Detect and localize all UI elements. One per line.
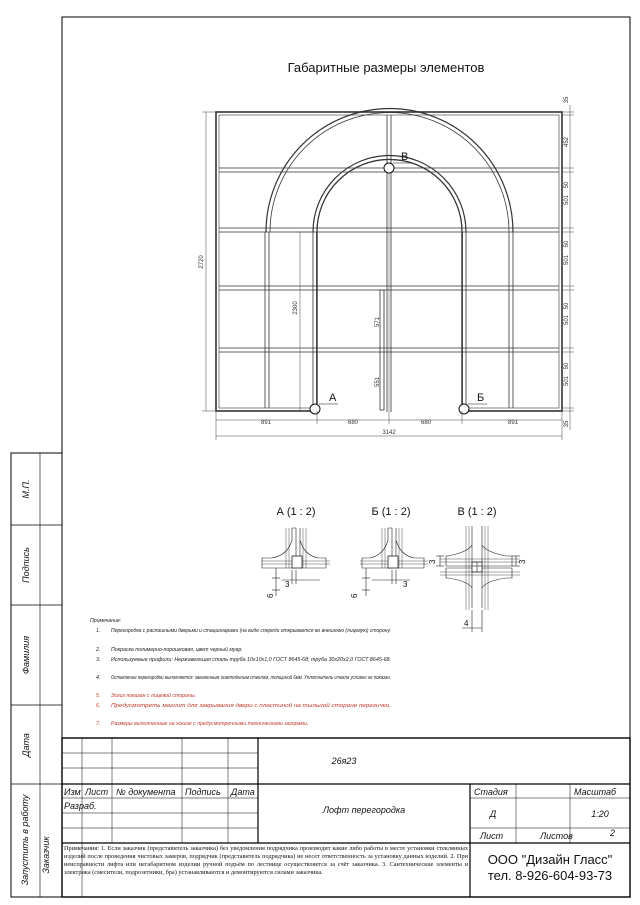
stamp-zapustit: Запустить в работу [20, 794, 30, 886]
detail-b-dim-6: 6 [350, 593, 359, 598]
remark-area [64, 845, 468, 897]
masshtab-value: 1:20 [591, 809, 609, 819]
detail-v-dim-3-right: 3 [518, 559, 527, 564]
listov-label: Листов [540, 831, 573, 841]
detail-v-label: В (1 : 2) [457, 506, 497, 518]
dim-door-lower: 551 [375, 376, 381, 388]
company-phone: тел. 8-926-604-93-73 [487, 868, 613, 883]
marker-v-label: В [401, 151, 409, 163]
note-num-3: 3. [96, 657, 101, 663]
col-date: Дата [231, 787, 255, 797]
dim-right-arch: 452 [564, 136, 570, 148]
detail-v [436, 526, 520, 632]
side-stamp [11, 453, 62, 897]
stamp-podpis: Подпись [21, 547, 31, 583]
notes-block [90, 618, 447, 727]
dim-bottom-2: 680 [347, 420, 359, 426]
detail-b-dim-3: 3 [403, 580, 408, 589]
dim-bottom-1: 891 [260, 420, 272, 426]
detail-a-dim-6: 6 [266, 593, 275, 598]
detail-a [262, 528, 330, 596]
marker-b-circle [459, 404, 469, 414]
dim-right-row-2: 501 [564, 254, 570, 266]
stadia-value: Д [489, 809, 497, 819]
dim-right-gap-2: 50 [564, 240, 570, 248]
dim-right-row-1: 501 [564, 194, 570, 206]
remark-text: Примечания: 1. Если заказчик (представитель заказчика) без уведомления подрядчика производит какие либо работы в месте установки стеклянных изделий после проведения чистовых замеров, подрядчик (представитель подрядчика) не несет ответственность за установку данных изделий. 2. При неисправности лифта или негабаритном изделии ручной подъём по лестнице осуществляется за счёт заказчика. 3. Сантехнические элементы и электрика (смесители, подрозетники, бра) устанавливаются и демонтируются силами заказчика. [64, 845, 468, 876]
dim-door-upper: 571 [375, 316, 381, 328]
stadia-label: Стадия [474, 787, 508, 797]
company-name: ООО "Дизайн Гласс" [487, 852, 613, 867]
note-text-5: Эскиз показан с лицевой стороны. [111, 693, 197, 699]
notes-heading: Примечание: [90, 618, 122, 624]
dim-total-height: 2720 [199, 255, 205, 269]
stamp-mp: М.П. [21, 479, 31, 499]
dim-bottom-3: 680 [420, 420, 432, 426]
col-sign: Подпись [185, 787, 221, 797]
note-num-4: 4. [96, 675, 101, 681]
document-code: 26я23 [331, 756, 357, 766]
marker-v-circle [384, 163, 394, 173]
stamp-zakazchik: Заказчик [41, 836, 51, 874]
dim-right-gap-3: 50 [564, 302, 570, 310]
dim-right-bottom: 35 [564, 420, 570, 428]
col-izm: Изм [64, 787, 81, 797]
note-text-7: Размеры выполненные на эскизе с предусмотренными техническими зазорами. [111, 721, 309, 727]
note-num-5: 5. [96, 693, 101, 699]
dim-right-gap-1: 50 [564, 181, 570, 189]
detail-a-dim-3: 3 [285, 580, 290, 589]
detail-b [360, 528, 428, 596]
list-label: Лист [480, 831, 504, 841]
detail-v-dim-3-left: 3 [428, 559, 437, 564]
col-list: Лист [85, 787, 109, 797]
note-text-4: Остекление перегородки выполняется: закаленным осветлённым стеклом, толщиной 6мм. Уплотнитель стекла условно не показан. [111, 675, 447, 681]
marker-b-label: Б [477, 392, 485, 404]
note-num-6: 6. [96, 703, 101, 709]
note-text-6: Предусмотреть магнит для закрывания двери с пластиной на тыльной стороне перегички. [111, 703, 342, 709]
dim-total-width: 3142 [382, 430, 396, 436]
dim-door-height: 2300 [293, 301, 299, 315]
dim-right-top: 35 [564, 96, 570, 104]
dim-right-row-3: 501 [564, 314, 570, 326]
note-num-1: 1. [96, 628, 101, 634]
note-num-7: 7. [96, 721, 101, 727]
razrab-label: Разраб. [64, 801, 97, 811]
masshtab-label: Масштаб [574, 787, 617, 797]
dim-right-row-4: 501 [564, 375, 570, 387]
marker-a-circle [310, 404, 320, 414]
dim-bottom-4: 891 [507, 420, 519, 426]
note-text-3: Используемые профили: Нержавеющая сталь труба 10х10х1,0 ГОСТ 8645-68; труба 30х20х2,0 ГОСТ 8645-68. [111, 657, 391, 663]
detail-a-label: А (1 : 2) [276, 506, 316, 518]
col-doc: № документа [116, 787, 176, 797]
detail-v-dim-4: 4 [464, 619, 469, 628]
marker-a-label: А [329, 392, 337, 404]
note-text-2: Покраска полимерно-порошковая, цвет черный муар. [111, 647, 243, 653]
detail-b-label: Б (1 : 2) [371, 506, 411, 518]
document-name: Лофт перегородка [322, 805, 406, 815]
listov-value: 2 [610, 828, 616, 838]
stamp-familia: Фамилия [21, 635, 31, 675]
note-num-2: 2. [96, 647, 101, 653]
partition-elevation [216, 100, 562, 412]
stamp-data: Дата [21, 733, 31, 757]
dim-right-gap-4: 50 [564, 362, 570, 370]
note-text-1: Перегородка с распашными дверьми и стационарами (на виде спереди открывается во внешнюю (лицевую) сторону. [111, 628, 391, 634]
drawing-title: Габаритные размеры элементов [287, 60, 485, 75]
